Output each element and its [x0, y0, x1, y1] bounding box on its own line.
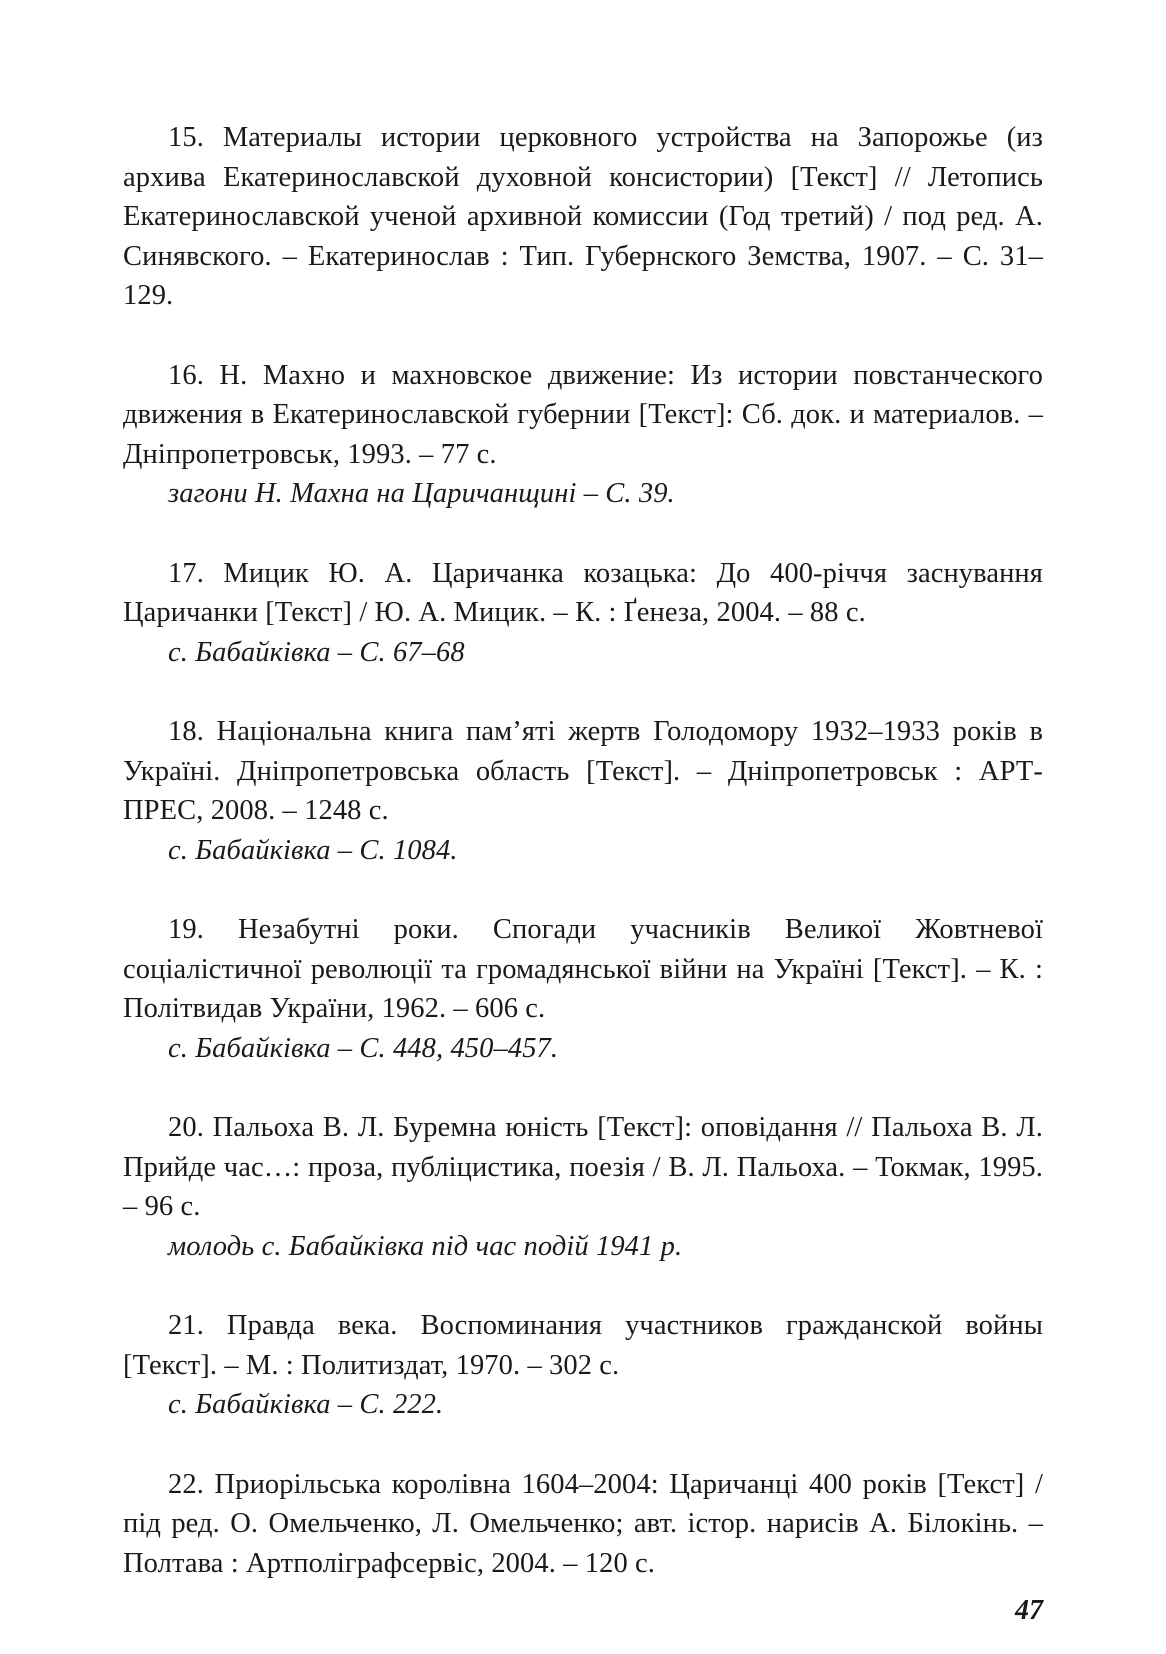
- bibliography-entry-17: [123, 554, 1043, 673]
- entry-text: 20. Пальоха В. Л. Буремна юність [Текст]: оповідання // Пальоха В. Л. Прийде час…: проза, публіцистика, поезія / В. Л. Пальоха. – Токмак, 1995. – 96 с.: [123, 1112, 1043, 1222]
- entry-note: загони Н. Махна на Царичанщині – С. 39.: [168, 478, 675, 509]
- bibliography-entry-15: [123, 118, 1043, 316]
- bibliography-list: [123, 118, 1043, 1623]
- entry-note: с. Бабайківка – С. 448, 450–457.: [168, 1032, 559, 1064]
- page-number: 47: [1015, 1595, 1043, 1626]
- bibliography-entry-21: [123, 1306, 1043, 1425]
- entry-note: с. Бабайківка – С. 222.: [168, 1389, 444, 1420]
- entry-note: с. Бабайківка – С. 1084.: [168, 834, 458, 866]
- entry-text: 17. Мицик Ю. А. Царичанка козацька: До 400-річчя заснування Царичанки [Текст] / Ю. А. Мицик. – К. : Ґенеза, 2004. – 88 с.: [123, 557, 1043, 628]
- entry-note: с. Бабайківка – С. 67–68: [168, 636, 465, 668]
- entry-text: 21. Правда века. Воспоминания участников гражданской войны [Текст]. – М. : Политиздат, 1970. – 302 с.: [123, 1310, 1043, 1381]
- entry-note: молодь с. Бабайківка під час подій 1941 р.: [168, 1230, 683, 1262]
- entry-text: 18. Національна книга пам’яті жертв Голодомору 1932–1933 років в Україні. Дніпропетровська область [Текст]. – Дніпропетровськ : АРТ-ПРЕС, 2008. – 1248 с.: [123, 716, 1043, 826]
- entry-text: 15. Материалы истории церковного устройства на Запорожье (из архива Екатеринославской духовной консистории) [Текст] // Летопись Екатеринославской ученой архивной комиссии (Год третий) / под ред. А. Синявского. – Екатеринослав : Тип. Губернского Земства, 1907. – С. 31–129.: [123, 122, 1043, 311]
- bibliography-entry-16: [123, 356, 1043, 514]
- bibliography-entry-18: [123, 712, 1043, 870]
- bibliography-entry-20: [123, 1108, 1043, 1266]
- entry-text: 19. Незабутні роки. Спогади учасників Великої Жовтневої соціалістичної революції та громадянської війни на Україні [Текст]. – К. : Політвидав України, 1962. – 606 с.: [123, 914, 1043, 1024]
- entry-text: 22. Приорільська королівна 1604–2004: Царичанці 400 років [Текст] / під ред. О. Омельченко, Л. Омельченко; авт. істор. нарисів А. Білокінь. – Полтава : Артполіграфсервіс, 2004. – 120 с.: [123, 1468, 1043, 1579]
- bibliography-entry-19: [123, 910, 1043, 1068]
- bibliography-entry-22: [123, 1465, 1043, 1584]
- entry-text: 16. Н. Махно и махновское движение: Из истории повстанческого движения в Екатеринославской губернии [Текст]: Сб. док. и материалов. – Дніпропетровськ, 1993. – 77 с.: [123, 359, 1043, 470]
